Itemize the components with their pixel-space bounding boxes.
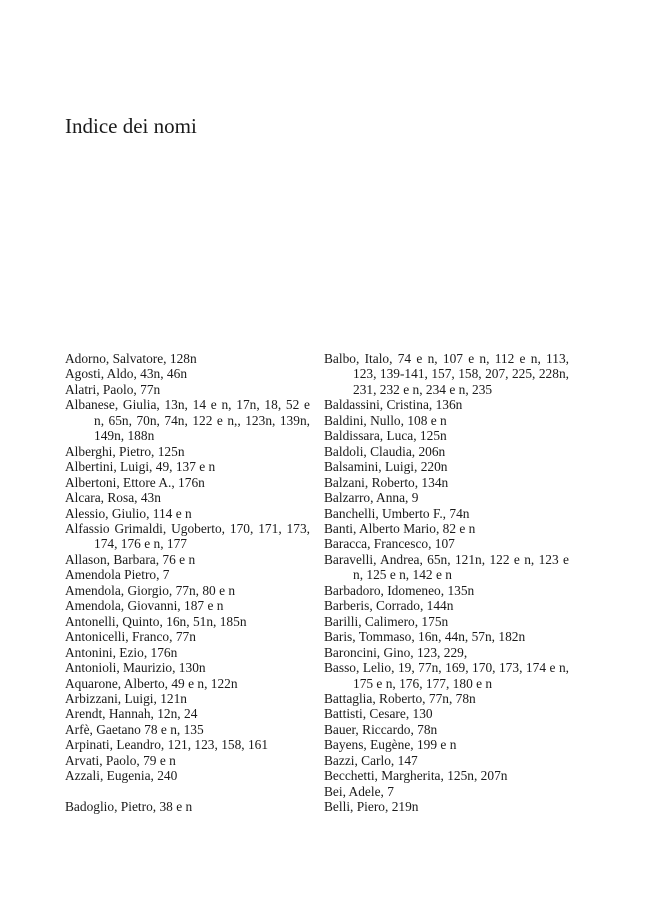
index-entry: Alberghi, Pietro, 125n bbox=[65, 443, 185, 459]
index-entry: Albanese, Giulia, 13n, 14 e n, 17n, 18, 52 e n, 65n, 70n, 74n, 122 e n,, 123n, 139n, 149n, 188n bbox=[65, 397, 310, 444]
index-entry: Amendola, Giorgio, 77n, 80 e n bbox=[65, 582, 236, 598]
index-entry: Baracca, Francesco, 107 bbox=[324, 536, 455, 552]
index-entry: Arbizzani, Luigi, 121n bbox=[65, 690, 187, 706]
index-entry: Alcara, Rosa, 43n bbox=[65, 490, 161, 506]
index-entry: Bauer, Riccardo, 78n bbox=[324, 721, 438, 737]
index-entry: Barilli, Calimero, 175n bbox=[324, 613, 449, 629]
index-entry: Amendola Pietro, 7 bbox=[65, 567, 170, 583]
index-entry: Albertoni, Ettore A., 176n bbox=[65, 474, 205, 490]
index-entry: Barbadoro, Idomeneo, 135n bbox=[324, 582, 475, 598]
index-entry: Balbo, Italo, 74 e n, 107 e n, 112 e n, 113, 123, 139-141, 157, 158, 207, 225, 228n, 231, 232 e n, 234 e n, 235 bbox=[324, 351, 569, 397]
page-title: Indice dei nomi bbox=[65, 114, 197, 138]
index-entry: Alfassio Grimaldi, Ugoberto, 170, 171, 173, 174, 176 e n, 177 bbox=[65, 520, 310, 552]
index-entry: Bayens, Eugène, 199 e n bbox=[324, 737, 457, 753]
index-entry: Balzarro, Anna, 9 bbox=[324, 490, 419, 506]
index-column-left bbox=[65, 351, 310, 815]
index-entry: Antonelli, Quinto, 16n, 51n, 185n bbox=[65, 613, 247, 629]
entries-a bbox=[65, 351, 310, 784]
index-entry: Balzani, Roberto, 134n bbox=[324, 474, 449, 490]
index-entry: Belli, Piero, 219n bbox=[324, 799, 419, 815]
index-entry: Baldini, Nullo, 108 e n bbox=[324, 412, 447, 428]
index-entry: Baris, Tommaso, 16n, 44n, 57n, 182n bbox=[324, 629, 526, 645]
letter-gap bbox=[65, 784, 310, 800]
index-entry: Baroncini, Gino, 123, 229, bbox=[324, 644, 468, 660]
index-entry: Arfè, Gaetano 78 e n, 135 bbox=[65, 721, 204, 737]
index-entry: Banti, Alberto Mario, 82 e n bbox=[324, 520, 476, 536]
index-entry: Antonini, Ezio, 176n bbox=[65, 644, 178, 660]
entries-b-left bbox=[65, 799, 310, 814]
index-entry: Arpinati, Leandro, 121, 123, 158, 161 bbox=[65, 737, 269, 753]
index-column-right bbox=[324, 351, 569, 815]
index-entry: Antonicelli, Franco, 77n bbox=[65, 629, 196, 645]
index-entry: Aquarone, Alberto, 49 e n, 122n bbox=[65, 675, 238, 691]
index-entry: Amendola, Giovanni, 187 e n bbox=[65, 598, 224, 614]
index-entry: Agosti, Aldo, 43n, 46n bbox=[65, 366, 188, 382]
index-entry: Bazzi, Carlo, 147 bbox=[324, 752, 418, 768]
index-entry: Basso, Lelio, 19, 77n, 169, 170, 173, 174 e n, 175 e n, 176, 177, 180 e n bbox=[324, 660, 569, 691]
index-entry: Balsamini, Luigi, 220n bbox=[324, 459, 448, 475]
index-entry: Alessio, Giulio, 114 e n bbox=[65, 505, 192, 521]
index-entry: Banchelli, Umberto F., 74n bbox=[324, 505, 470, 521]
index-entry: Azzali, Eugenia, 240 bbox=[65, 768, 178, 784]
index-entry: Becchetti, Margherita, 125n, 207n bbox=[324, 768, 508, 784]
index-entry: Battisti, Cesare, 130 bbox=[324, 706, 433, 722]
index-entry: Allason, Barbara, 76 e n bbox=[65, 551, 196, 567]
index-entry: Bei, Adele, 7 bbox=[324, 783, 394, 799]
index-entry: Antonioli, Maurizio, 130n bbox=[65, 660, 206, 676]
index-entry: Alatri, Paolo, 77n bbox=[65, 381, 161, 397]
index-entry: Baravelli, Andrea, 65n, 121n, 122 e n, 123 e n, 125 e n, 142 e n bbox=[324, 551, 569, 583]
index-entry: Arendt, Hannah, 12n, 24 bbox=[65, 706, 198, 722]
index-entry: Battaglia, Roberto, 77n, 78n bbox=[324, 690, 476, 706]
index-entry: Baldoli, Claudia, 206n bbox=[324, 443, 446, 459]
index-entry: Badoglio, Pietro, 38 e n bbox=[65, 799, 193, 815]
index-entry: Adorno, Salvatore, 128n bbox=[65, 351, 197, 366]
index-entry: Albertini, Luigi, 49, 137 e n bbox=[65, 459, 216, 475]
index-entry: Arvati, Paolo, 79 e n bbox=[65, 752, 176, 768]
index-entry: Baldassini, Cristina, 136n bbox=[324, 397, 463, 413]
index-entry: Barberis, Corrado, 144n bbox=[324, 598, 454, 614]
index-entry: Baldissara, Luca, 125n bbox=[324, 428, 447, 444]
